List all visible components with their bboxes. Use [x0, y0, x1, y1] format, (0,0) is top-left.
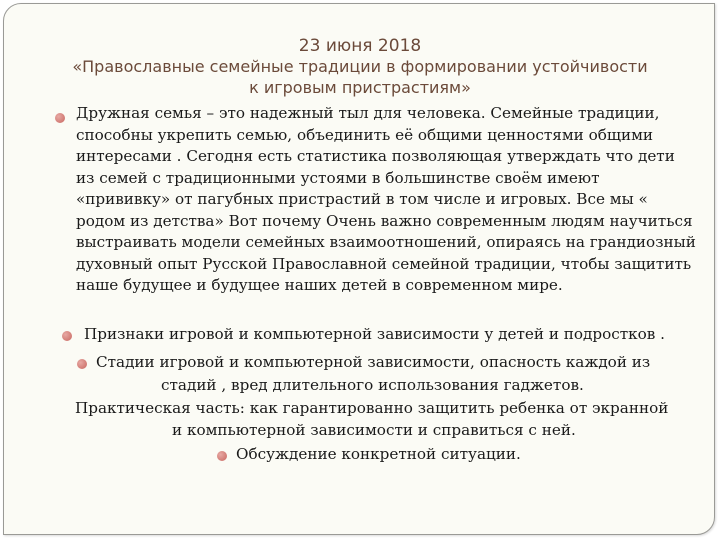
slide-title-line-2: к игровым пристрастиям»	[249, 78, 471, 97]
slide-date: 23 июня 2018	[298, 36, 422, 56]
bullet-icon	[55, 113, 65, 123]
practical-part-line-2: и компьютерной зависимости и справиться с ней.	[172, 421, 576, 439]
bullet-icon	[217, 451, 227, 461]
bullet-icon	[62, 331, 72, 341]
bullet-stages-line-2: стадий , вред длительного использования гаджетов.	[161, 376, 584, 394]
bullet-signs-of-addiction: Признаки игровой и компьютерной зависимости у детей и подростков .	[84, 325, 666, 343]
practical-part-line-1: Практическая часть: как гарантированно защитить ребенка от экранной	[75, 399, 669, 417]
bullet-paragraph-family: Дружная семья – это надежный тыл для человека. Семейные традиции, способны укрепить семью, объединить её общими ценностями общими интересами . Сегодня есть статистика позволяющая утверждать что дети из семей с традиционными устоями в большинстве своём имеют «прививку» от пагубных пристрастий в том числе и игровых. Все мы « родом из детства» Вот почему Очень важно современным людям научиться выстраивать модели семейных взаимоотношений, опираясь на грандиозный духовный опыт Русской Православной семейной традиции, чтобы защитить наше будущее и будущее наших детей в современном мире.	[76, 104, 696, 294]
slide-title-line-1: «Православные семейные традиции в формировании устойчивости	[72, 57, 648, 76]
bullet-discussion: Обсуждение конкретной ситуации.	[236, 445, 521, 463]
bullet-stages-line-1: Стадии игровой и компьютерной зависимости, опасность каждой из	[96, 353, 651, 371]
bullet-icon	[77, 359, 87, 369]
